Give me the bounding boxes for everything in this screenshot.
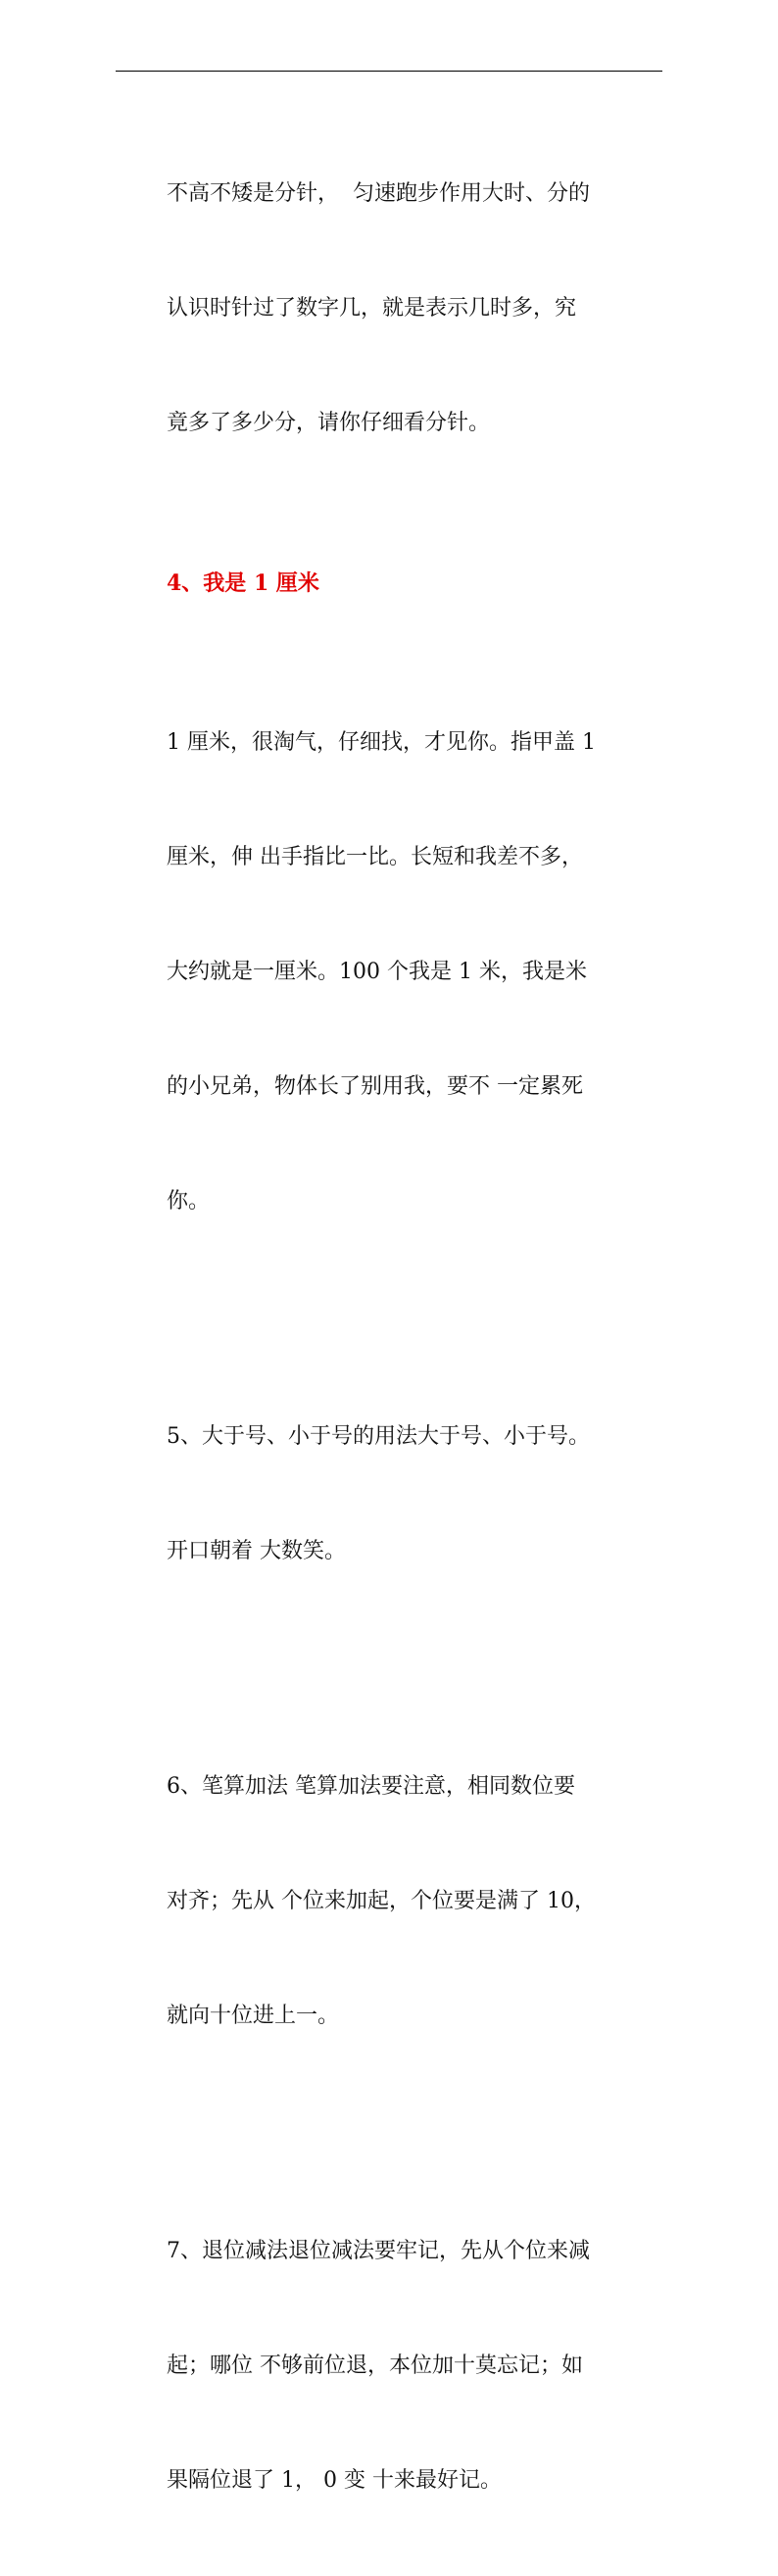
text-line: 的小兄弟，物体长了别用我，要不 一定累死 [167,1074,583,1099]
section-6-paragraph [167,1691,627,2111]
section-4-paragraph [167,647,627,1297]
section-7-paragraph [167,2155,627,2576]
text-line: 认识时针过了数字几，就是表示几时多，究 [167,296,577,321]
text-line: 6、笔算加法 笔算加法要注意，相同数位要 [167,1774,575,1799]
text-line: 5、大于号、小于号的用法大于号、小于号。 [167,1424,590,1449]
section-4-heading: 4、我是 1 厘米 [167,570,319,596]
text-line: 7、退位减法退位减法要牢记，先从个位来减 [167,2239,590,2263]
document-body [167,98,627,2576]
text-line: 不高不矮是分针， 匀速跑步作用大时、分的 [167,181,590,206]
text-line: 果隔位退了 1， 0 变 十来最好记。 [167,2468,502,2493]
text-line: 厘米，伸 出手指比一比。长短和我差不多， [167,845,583,869]
intro-paragraph [167,98,627,519]
text-line: 起；哪位 不够前位退，本位加十莫忘记；如 [167,2353,583,2378]
text-line: 你。 [167,1189,211,1214]
text-line: 1 厘米，很淘气，仔细找，才见你。指甲盖 1 [167,730,596,755]
text-line: 竟多了多少分，请你仔细看分针。 [167,411,491,435]
text-line: 大约就是一厘米。100 个我是 1 米，我是米 [167,960,587,984]
text-line: 对齐；先从 个位来加起，个位要是满了 10， [167,1889,596,1913]
header-rule [116,71,662,72]
text-line: 就向十位进上一。 [167,2004,340,2028]
section-5-paragraph [167,1341,627,1647]
text-line: 开口朝着 大数笑。 [167,1539,346,1563]
